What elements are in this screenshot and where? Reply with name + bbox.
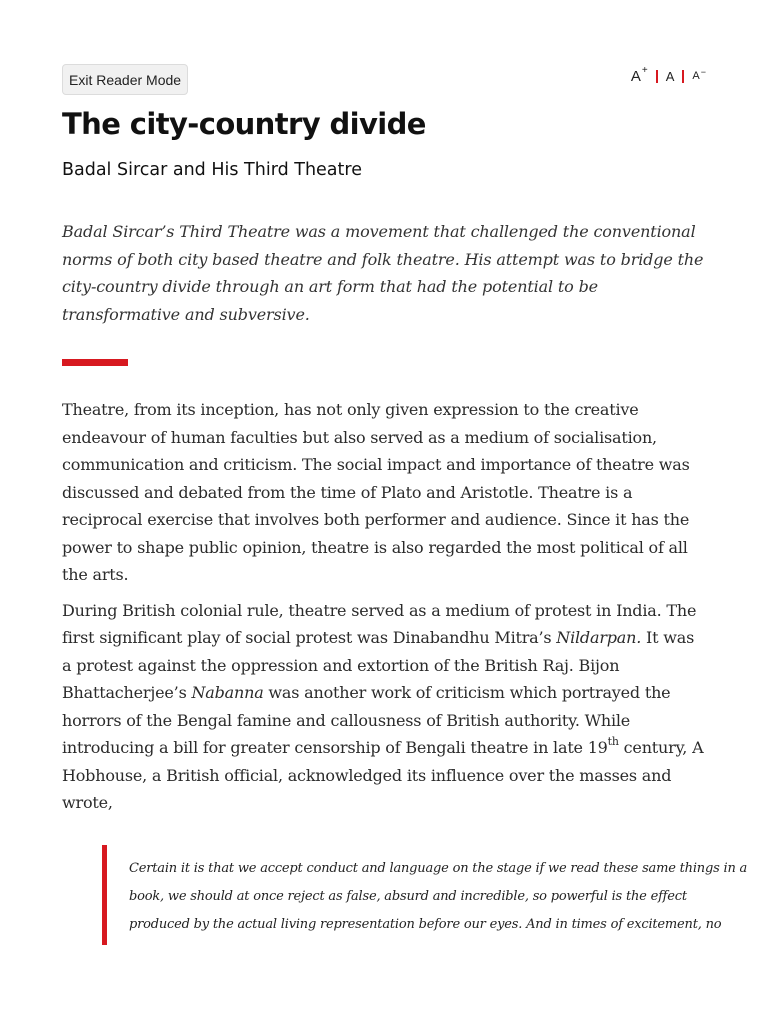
font-reset-button[interactable] (666, 69, 675, 84)
article-title: The city-country divide (62, 107, 426, 141)
paragraph-text: was another work of criticism which portrayed the horrors of the Bengal famine and callousness of British authority. While introducing a bill for greater censorship of Bengali theatre in late 19 (62, 683, 671, 757)
play-title: Nildarpan. (556, 628, 642, 647)
article-subtitle: Badal Sircar and His Third Theatre (62, 160, 362, 180)
article-body (62, 396, 708, 825)
font-decrease-mark: − (700, 67, 706, 77)
font-control-separator (656, 70, 658, 83)
font-increase-button[interactable] (630, 64, 648, 85)
exit-reader-mode-button[interactable]: Exit Reader Mode (62, 64, 188, 95)
font-control-separator (682, 70, 684, 83)
play-title: Nabanna (191, 683, 264, 702)
font-reset-letter: A (665, 68, 675, 84)
paragraph-text: It was a protest against the oppression and extortion of the British Raj. Bijon Bhattacherjee’s (62, 628, 695, 702)
font-decrease-button[interactable] (692, 67, 706, 82)
font-increase-letter: A (630, 67, 641, 85)
body-paragraph: Theatre, from its inception, has not only given expression to the creative endeavour of human faculties but also served as a medium of socialisation, communication and criticism. The social impact and importance of theatre was discussed and debated from the time of Plato and Aristotle. Theatre is a reciprocal exercise that involves both performer and audience. Since it has the power to shape public opinion, theatre is also regarded the most political of all the arts. (62, 400, 690, 584)
blockquote-text: Certain it is that we accept conduct and language on the stage if we read these same things in a book, we should at once reject as false, absurd and incredible, so powerful is the effect produced by the actual living representation before our eyes. And in times of excitement, no (129, 861, 748, 932)
paragraph-text: During British colonial rule, theatre served as a medium of protest in India. The first significant play of social protest was Dinabandhu Mitra’s (62, 600, 697, 647)
font-increase-mark: + (641, 64, 648, 76)
ordinal-superscript: th (607, 734, 619, 748)
article-lede: Badal Sircar’s Third Theatre was a movement that challenged the conventional norms of both city based theatre and folk theatre. His attempt was to bridge the city-country divide through an art form that had the potential to be transformative and subversive. (62, 222, 704, 324)
body-paragraph (62, 597, 708, 817)
blockquote (102, 845, 748, 945)
font-decrease-letter: A (692, 70, 700, 82)
paragraph-text: century, A Hobhouse, a British official, acknowledged its influence over the masses and wrote, (62, 738, 704, 812)
section-divider (62, 359, 128, 366)
font-size-controls (631, 64, 706, 88)
